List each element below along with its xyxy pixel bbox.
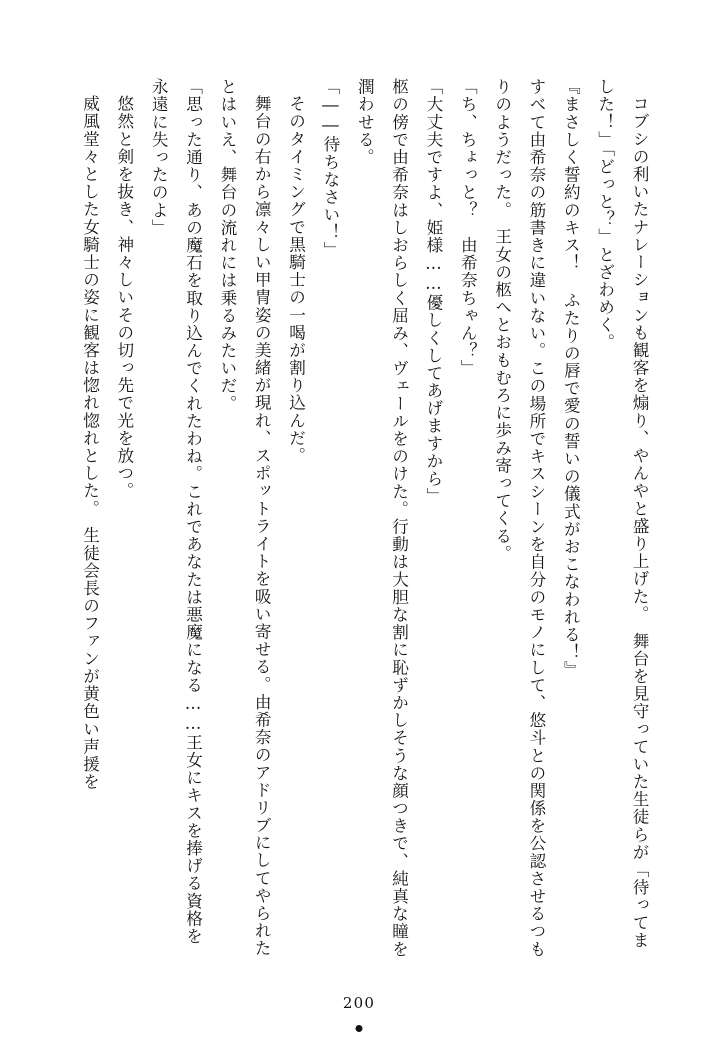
page-number: 200 bbox=[342, 994, 376, 1012]
paragraph: 柩の傍で由希奈はしおらしく屈み、ヴェールをのけた。行動は大胆な割に恥ずかしそうな顔つきで、純真な瞳を潤わせる。 bbox=[355, 78, 409, 958]
vertical-text-body bbox=[76, 78, 656, 958]
paragraph: 「思った通り、あの魔石を取り込んでくれたわね。これであなたは悪魔になる……王女にキスを捧げる資格を永遠に失ったのよ」 bbox=[149, 78, 203, 946]
paragraph: すべて由希奈の筋書きに違いない。この場所でキスシーンを自分のモノにして、悠斗との関係を公認させるつもりのようだった。 王女の柩へとおもむろに歩み寄ってくる。 bbox=[492, 78, 546, 958]
paragraph: そのタイミングで黒騎士の一喝が割り込んだ。 bbox=[286, 94, 306, 465]
paragraph: 舞台の右から凛々しい甲冑姿の美緒が現れ、スポットライトを吸い寄せる。由希奈のアドリブにしてやられたとはいえ、舞台の流れには乗るみたいだ。 bbox=[217, 78, 272, 957]
paragraph: 悠然と剣を抜き、神々しいその切っ先で光を放つ。 bbox=[114, 94, 134, 500]
page-footer-dot bbox=[356, 1025, 363, 1032]
paragraph: コブシの利いたナレーションも観客を煽り、やんやと盛り上げた。 舞台を見守っていた生徒らが「待ってました！」「どっと？」とざわめく。 bbox=[595, 78, 649, 949]
paragraph: 「ち、ちょっと？ 由希奈ちゃん？」 bbox=[458, 78, 478, 378]
paragraph: 「――待ちなさい！」 bbox=[320, 78, 340, 259]
paragraph: 威風堂々とした女騎士の姿に観客は惚れ惚れとした。 生徒会長のファンが黄色い声援を bbox=[80, 94, 100, 791]
paragraph: 『まさしく誓約のキス！ ふたりの唇で愛の誓いの儀式がおこなわれる！』 bbox=[561, 78, 581, 679]
paragraph: 「大丈夫ですよ、姫様……優しくしてあげますから」 bbox=[423, 78, 443, 506]
